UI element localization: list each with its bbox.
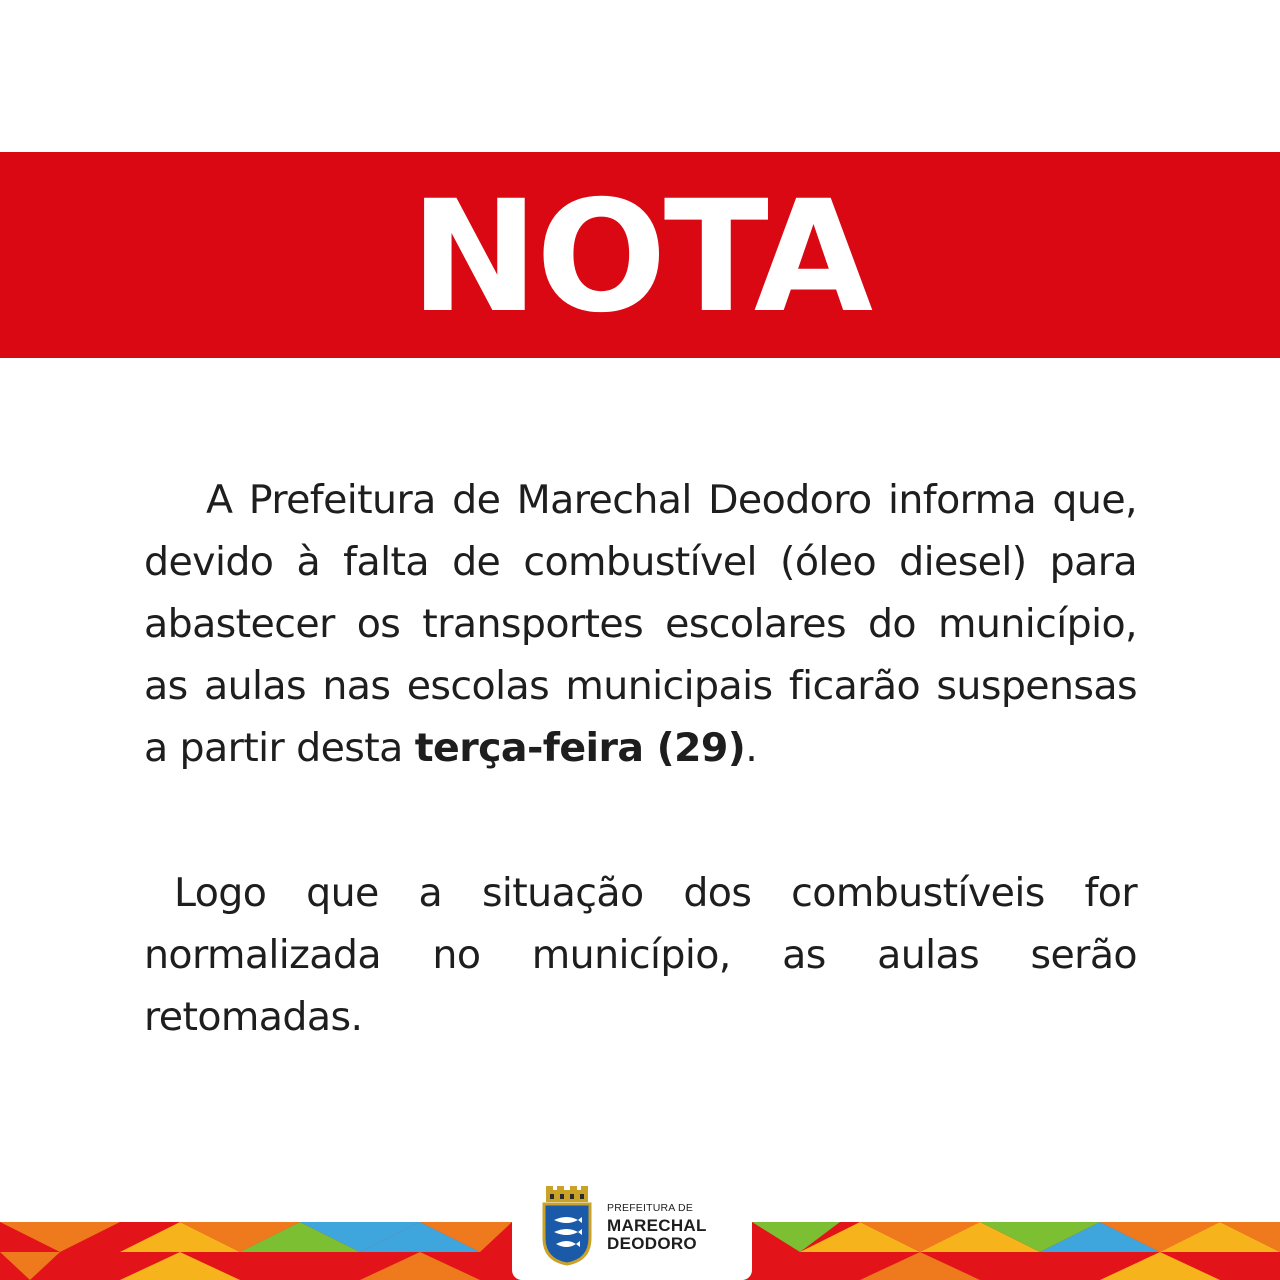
notice-paragraph-2: Logo que a situação dos combustíveis for normalizada no município, as aulas serão retomadas. <box>144 870 1137 1040</box>
seal-crown-window <box>580 1194 584 1199</box>
prefeitura-logo <box>512 1178 752 1280</box>
logo-line-3: DEODORO <box>607 1233 697 1253</box>
notice-date-highlight: terça-feira (29) <box>414 725 746 771</box>
seal-crown-tower <box>546 1186 553 1192</box>
notice-paragraph-1-text: A Prefeitura de Marechal Deodoro informa que, devido à falta de combustível (óleo diesel) para abastecer os transportes escolares do município, as aulas nas escolas municipais ficarão suspensas a partir desta <box>144 477 1137 771</box>
seal-crown-window <box>550 1194 554 1199</box>
seal-crown-window <box>570 1194 574 1199</box>
notice-paragraph-1 <box>144 469 1137 779</box>
seal-crown-tower <box>570 1186 577 1192</box>
notice-paragraph-1-end: . <box>745 725 758 771</box>
logo-wordmark <box>607 1203 707 1252</box>
seal-crown-tower <box>557 1186 564 1192</box>
municipal-coat-of-arms-icon <box>538 1186 596 1266</box>
seal-crown-tower <box>581 1186 588 1192</box>
seal-crown-window <box>560 1194 564 1199</box>
logo-line-2: MARECHAL <box>607 1215 707 1235</box>
nota-banner <box>0 152 1280 358</box>
logo-line-1: PREFEITURA DE <box>607 1202 694 1214</box>
banner-title: NOTA <box>409 168 871 347</box>
